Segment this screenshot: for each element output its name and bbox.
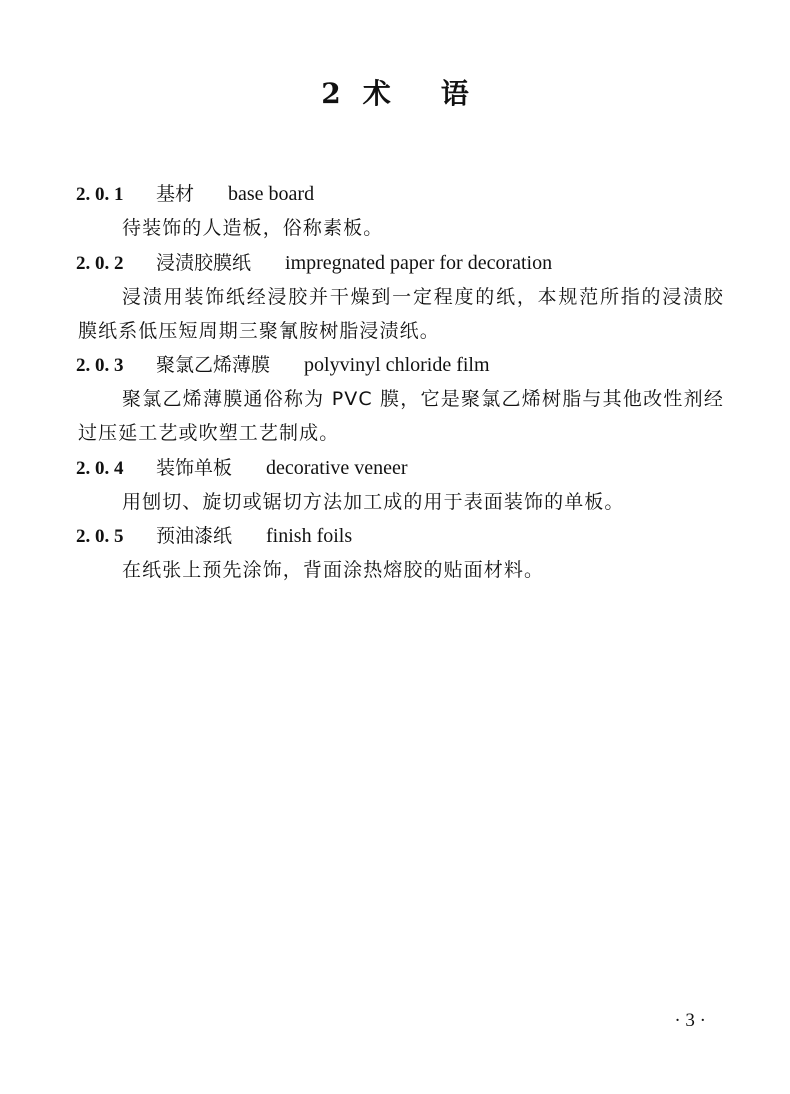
chapter-title-char-1: 术 [362,77,391,110]
term-chinese: 聚氯乙烯薄膜 [156,354,271,376]
chapter-title-char-2: 语 [440,77,469,110]
term-english: finish foils [266,525,353,547]
term-chinese: 预油漆纸 [156,525,233,547]
term-definition: 用刨切、旋切或锯切方法加工成的用于表面装饰的单板。 [122,491,625,513]
term-english: impregnated paper for decoration [285,252,553,274]
clause-number: 2. 0. 4 [76,458,124,479]
chapter-number: 2 [321,77,341,110]
chapter-title [0,72,790,112]
term-definition: 待装饰的人造板，俗称素板。 [122,217,384,239]
clause-number: 2. 0. 5 [76,526,124,547]
term-heading [76,458,408,478]
term-heading [76,253,552,273]
term-chinese: 装饰单板 [156,457,233,479]
term-heading [76,355,490,375]
clause-number: 2. 0. 3 [76,355,124,376]
page-number: · 3 · [674,1010,706,1031]
term-english: polyvinyl chloride film [304,354,490,376]
clause-number: 2. 0. 2 [76,253,124,274]
term-heading [76,184,314,204]
term-chinese: 浸渍胶膜纸 [156,252,252,274]
term-heading [76,526,352,546]
clause-number: 2. 0. 1 [76,184,124,205]
term-english: decorative veneer [266,457,408,479]
term-definition: 聚氯乙烯薄膜通俗称为 PVC 膜，它是聚氯乙烯树脂与其他改性剂经过压延工艺或吹塑工艺制成。 [78,388,724,444]
term-definition: 在纸张上预先涂饰，背面涂热熔胶的贴面材料。 [122,559,545,581]
term-definition: 浸渍用装饰纸经浸胶并干燥到一定程度的纸，本规范所指的浸渍胶膜纸系低压短周期三聚氰胺树脂浸渍纸。 [78,286,724,342]
term-english: base board [228,183,315,205]
term-chinese: 基材 [156,183,195,205]
